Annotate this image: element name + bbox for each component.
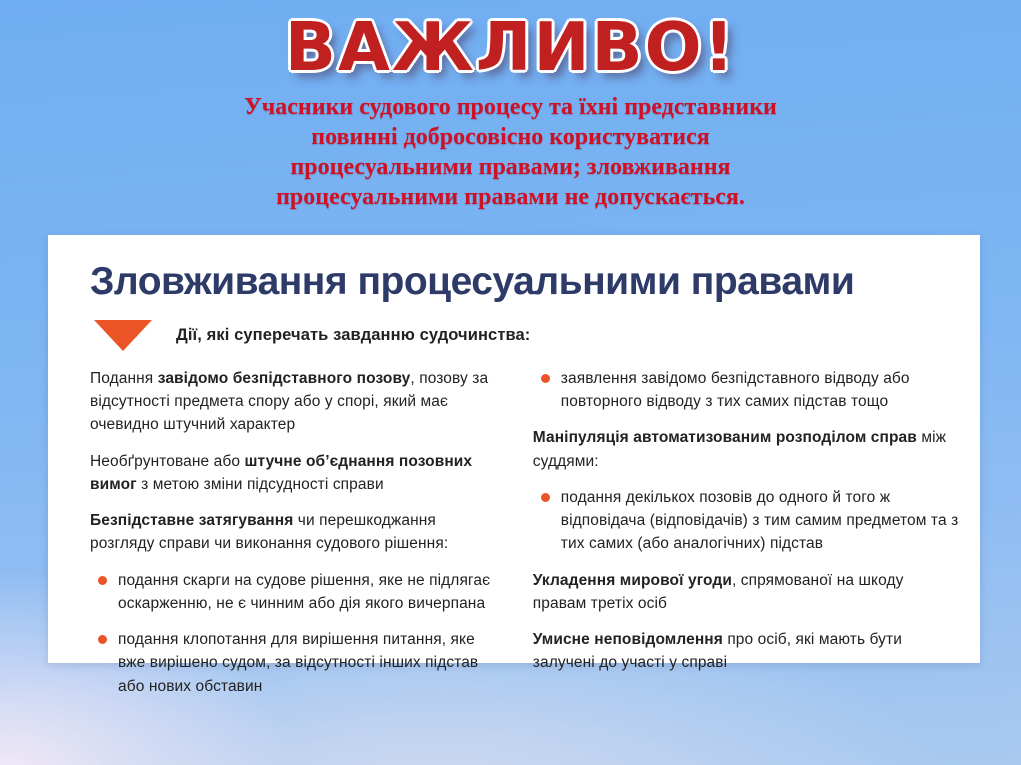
paragraph-text: Укладення мирової угоди, спрямованої на шкоду правам третіх осіб — [532, 571, 904, 612]
bullet-dot-icon — [98, 635, 107, 644]
paragraph-text: Подання завідомо безпідставного позову, позову за відсутності предмета спору або у спорі, який має очевидно штучний характер — [90, 369, 489, 434]
text-paragraph — [90, 509, 501, 556]
right-column — [533, 367, 960, 711]
slide-title: ВАЖЛИВО! — [284, 8, 737, 86]
subtitle-line: процесуальними правами; зловживання — [290, 154, 731, 180]
text-paragraph — [533, 426, 960, 473]
content-card — [48, 235, 980, 695]
bullet-item — [90, 628, 501, 698]
content-columns — [90, 367, 960, 711]
paragraph-text: Умисне неповідомлення про осіб, які мають бути залучені до участі у справі — [532, 631, 902, 672]
bullet-dot-icon — [541, 374, 550, 383]
bullet-dot-icon — [98, 576, 107, 585]
card-heading: Зловживання процесуальними правами — [90, 260, 855, 303]
paragraph-text: Необґрунтоване або штучне об’єднання позовних вимог з метою зміни підсудності справи — [90, 452, 473, 493]
text-paragraph — [533, 569, 960, 616]
text-paragraph — [90, 367, 501, 437]
subtitle-line: процесуальними правами не допускається. — [276, 184, 745, 210]
bullet-item — [533, 486, 960, 556]
left-column — [90, 367, 501, 711]
intro-row — [90, 320, 960, 351]
bullet-item — [90, 569, 501, 616]
text-paragraph — [533, 628, 960, 675]
subtitle-line: повинні добросовісно користуватися — [311, 124, 710, 150]
paragraph-text: Маніпуляція автоматизованим розподілом справ між суддями: — [532, 429, 947, 470]
subtitle-line: Учасники судового процесу та їхні представники — [244, 94, 777, 120]
text-paragraph — [90, 450, 501, 497]
slide-subtitle — [0, 92, 1021, 212]
paragraph-text: подання скарги на судове рішення, яке не підлягає оскарженню, не є чинним або дія якого вичерпана — [118, 571, 491, 612]
paragraph-text: подання клопотання для вирішення питання, яке вже вирішено судом, за відсутності інших підстав або нових обставин — [118, 631, 479, 695]
paragraph-text: Безпідставне затягування чи перешкоджання розгляду справи чи виконання судового рішення: — [90, 512, 449, 553]
bullet-dot-icon — [541, 493, 550, 502]
paragraph-text: подання декількох позовів до одного й того ж відповідача (відповідачів) з тим самим предметом та з тих самих (або аналогічних) підстав — [560, 488, 959, 553]
intro-text: Дії, які суперечать завданню судочинства: — [176, 325, 531, 344]
bullet-item — [533, 367, 960, 414]
triangle-down-icon — [94, 320, 152, 351]
paragraph-text: заявлення завідомо безпідставного відводу або повторного відводу з тих самих підстав тощо — [560, 369, 910, 411]
